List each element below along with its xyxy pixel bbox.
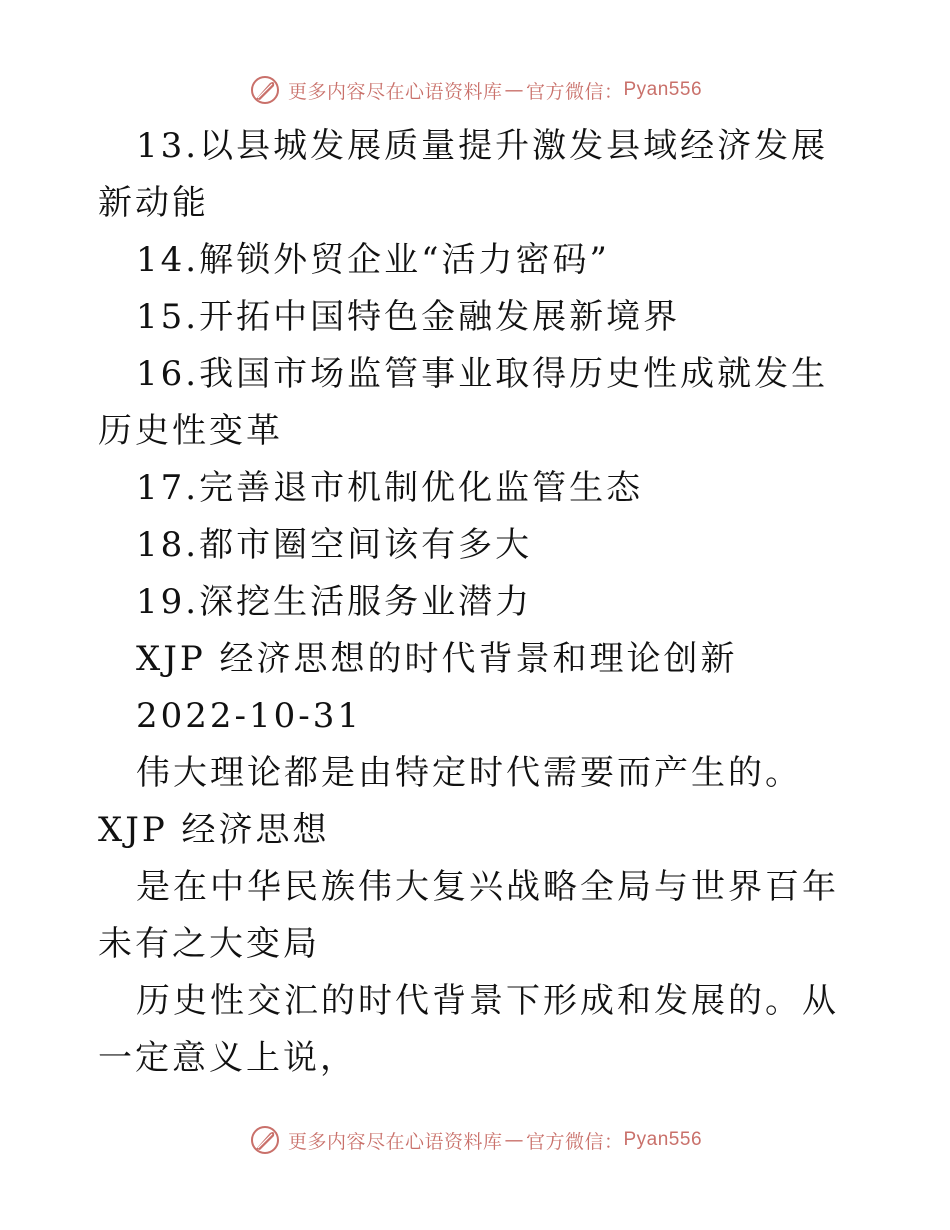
watermark-footer [0,1120,950,1160]
watermark-contact-label: 官方微信： [525,80,624,103]
watermark-contact-id: Pyan556 [623,79,703,100]
paragraph-18: 18.都市圈空间该有多大 [136,525,533,565]
document-body [98,118,858,1087]
watermark-separator: — [504,1129,524,1151]
paragraph-16: 16.我国市场监管事业取得历史性成就发生历史性变革 [98,354,829,451]
section-date: 2022-10-31 [136,696,363,736]
paragraph-15: 15.开拓中国特色金融发展新境界 [136,297,681,337]
body-paragraph-1: 伟大理论都是由特定时代需要而产生的。XJP 经济思想 [98,753,802,850]
paragraph-13: 13.以县城发展质量提升激发县域经济发展新动能 [98,126,829,223]
watermark-separator: — [504,79,524,101]
paragraph-17: 17.完善退市机制优化监管生态 [136,468,644,508]
watermark-header [0,70,950,110]
quill-pen-icon [248,1123,282,1157]
section-title: XJP 经济思想的时代背景和理论创新 [136,639,738,679]
quill-pen-icon [248,73,282,107]
watermark-text: 更多内容尽在心语资料库 [287,1130,503,1153]
body-paragraph-3: 历史性交汇的时代背景下形成和发展的。从一定意义上说， [98,981,839,1078]
paragraph-14: 14.解锁外贸企业“活力密码” [136,240,610,280]
watermark-contact-label: 官方微信： [525,1130,624,1153]
paragraph-19: 19.深挖生活服务业潜力 [136,582,533,622]
body-paragraph-2: 是在中华民族伟大复兴战略全局与世界百年未有之大变局 [98,867,839,964]
watermark-text: 更多内容尽在心语资料库 [287,80,503,103]
watermark-contact-id: Pyan556 [623,1129,703,1150]
